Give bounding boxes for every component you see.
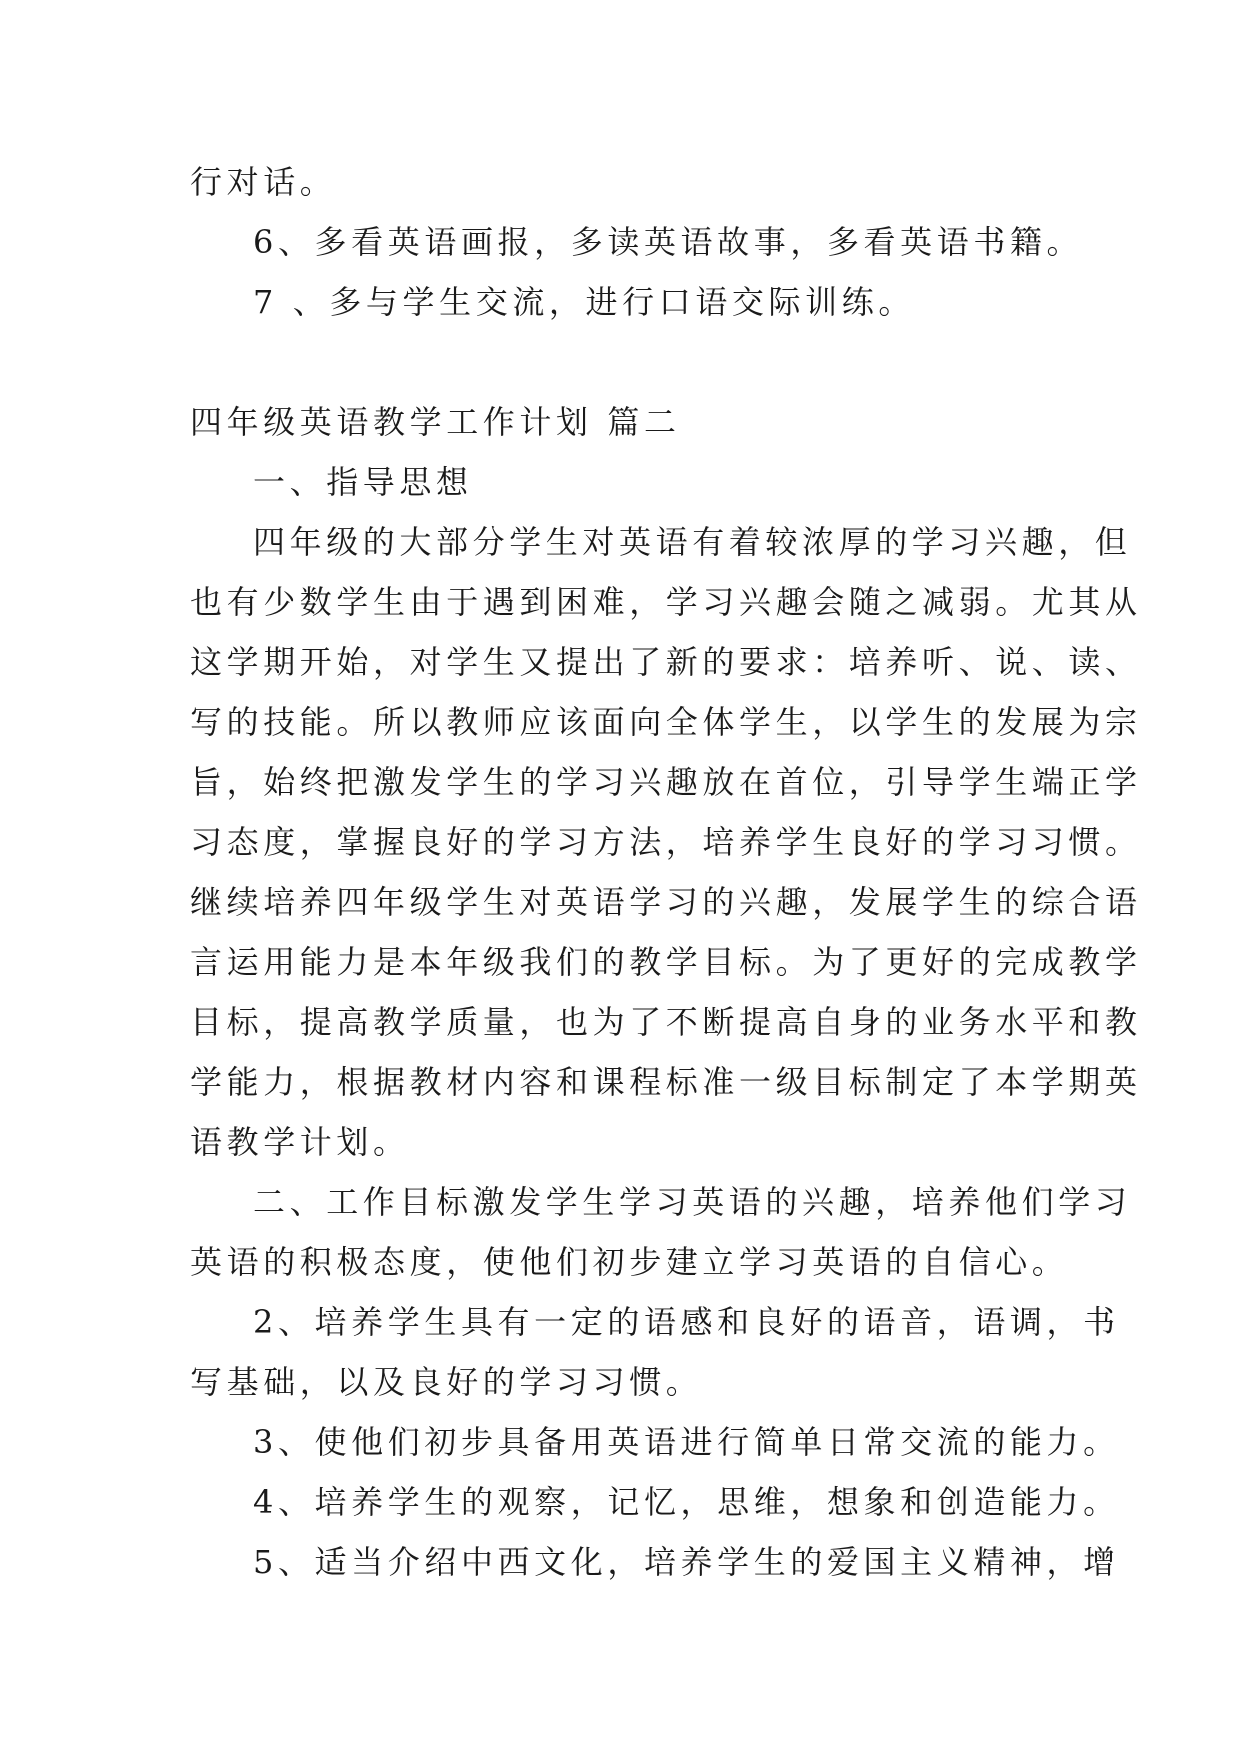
subsection-heading-work-goals: 二、工作目标激发学生学习英语的兴趣，培养他们学习 [253, 1183, 1132, 1221]
list-item-6: 6、多看英语画报，多读英语故事，多看英语书籍。 [253, 223, 1084, 261]
paragraph-line: 四年级的大部分学生对英语有着较浓厚的学习兴趣，但 [253, 523, 1132, 561]
paragraph-line: 这学期开始，对学生又提出了新的要求：培养听、说、读、 [190, 643, 1142, 681]
paragraph-line: 学能力，根据教材内容和课程标准一级目标制定了本学期英 [190, 1063, 1142, 1101]
text-line: 行对话。 [190, 163, 337, 201]
paragraph-line: 继续培养四年级学生对英语学习的兴趣，发展学生的综合语 [190, 883, 1142, 921]
paragraph-line: 写基础，以及良好的学习习惯。 [190, 1363, 703, 1401]
list-item-4: 4、培养学生的观察，记忆，思维，想象和创造能力。 [253, 1483, 1120, 1521]
paragraph-line: 英语的积极态度，使他们初步建立学习英语的自信心。 [190, 1243, 1069, 1281]
list-item-3: 3、使他们初步具备用英语进行简单日常交流的能力。 [253, 1423, 1120, 1461]
list-item-7: 7 、多与学生交流，进行口语交际训练。 [253, 283, 915, 321]
paragraph-line: 写的技能。所以教师应该面向全体学生，以学生的发展为宗 [190, 703, 1142, 741]
list-item-2: 2、培养学生具有一定的语感和良好的语音，语调，书 [253, 1303, 1120, 1341]
list-item-5: 5、适当介绍中西文化，培养学生的爱国主义精神，增 [253, 1543, 1120, 1581]
paragraph-line: 言运用能力是本年级我们的教学目标。为了更好的完成教学 [190, 943, 1142, 981]
paragraph-line: 目标，提高教学质量，也为了不断提高自身的业务水平和教 [190, 1003, 1142, 1041]
paragraph-line: 也有少数学生由于遇到困难，学习兴趣会随之减弱。尤其从 [190, 583, 1142, 621]
section-heading: 四年级英语教学工作计划 篇二 [190, 403, 681, 441]
paragraph-line: 旨，始终把激发学生的学习兴趣放在首位，引导学生端正学 [190, 763, 1142, 801]
paragraph-line: 语教学计划。 [190, 1123, 410, 1161]
paragraph-line: 习态度，掌握良好的学习方法，培养学生良好的学习习惯。 [190, 823, 1142, 861]
subsection-heading-guiding-ideas: 一、指导思想 [253, 463, 473, 501]
